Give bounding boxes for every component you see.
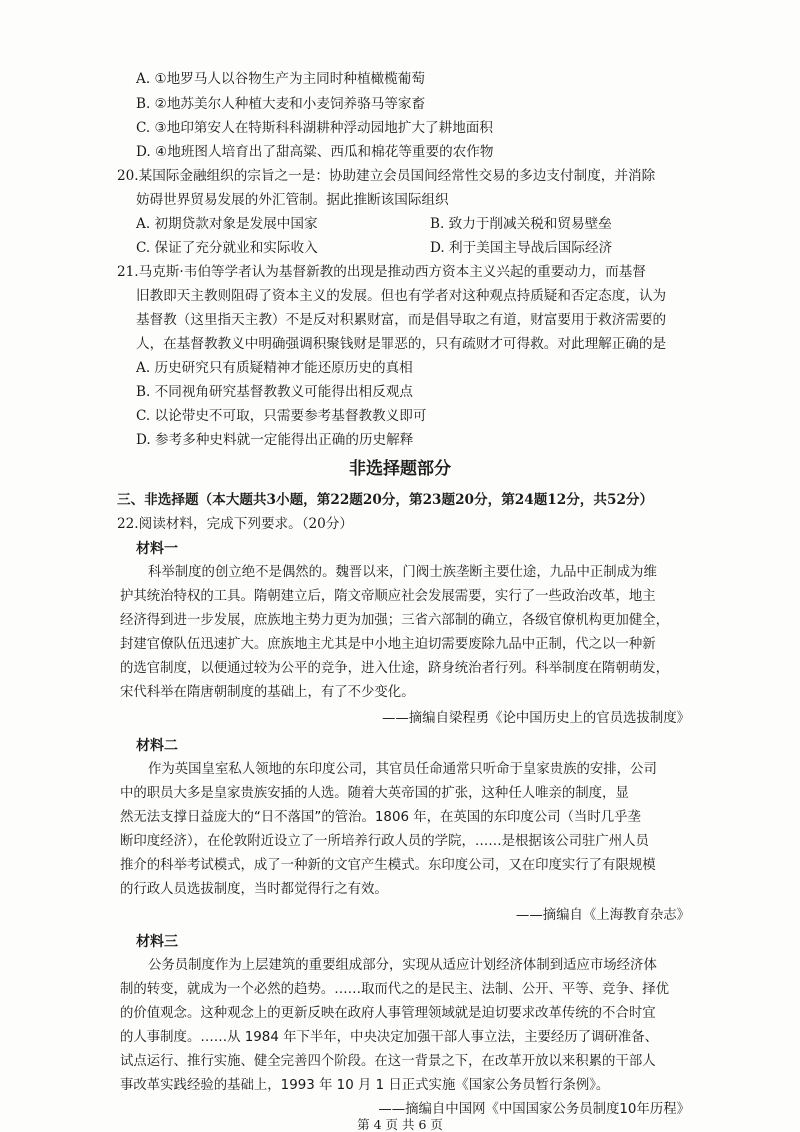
material-2-line-5: 推介的科举考试模式，成了一种新的文官产生模式。东印度公司，又在印度实行了有限规模 <box>120 858 656 873</box>
material-1-line-5: 的选官制度，以便通过较为公平的竞争，进入仕途，跻身统治者行列。科举制度在隋朝萌发， <box>120 661 670 676</box>
q19-option-a: A. ①地罗马人以谷物生产为主同时种植橄榄葡萄 <box>136 71 425 87</box>
q21-option-c: C. 以论带史不可取，只需要参考基督教教义即可 <box>136 408 427 424</box>
q21-stem-line-4: 人，在基督教教义中明确强调积聚钱财是罪恶的，只有疏财才可得救。对此理解正确的是 <box>136 336 667 352</box>
section-header: 三、非选择题（本大题共3小题，第22题20分，第23题20分，第24题12分，共52分） <box>117 492 654 508</box>
material-2-title: 材料二 <box>136 738 178 754</box>
q20-stem-line-2: 妨碍世界贸易发展的外汇管制。据此推断该国际组织 <box>136 192 449 208</box>
q19-option-d: D. ④地班图人培育出了甜高粱、西瓜和棉花等重要的农作物 <box>136 144 494 160</box>
material-3-line-2: 制的转变，就成为一个必然的趋势。……取而代之的是民主、法制、公开、平等、竞争、择优 <box>120 982 670 997</box>
material-3-title: 材料三 <box>136 934 178 950</box>
material-2-line-6: 的行政人员选拔制度，当时都觉得行之有效。 <box>120 882 388 897</box>
material-1-line-2: 护其统治特权的工具。隋朝建立后，隋文帝顺应社会发展需要，实行了一些政治改革，地主 <box>120 589 656 604</box>
q21-option-a: A. 历史研究只有质疑精神才能还原历史的真相 <box>136 360 413 376</box>
material-1-line-1: 科举制度的创立绝不是偶然的。魏晋以来，门阀士族垄断主要仕途，九品中正制成为维 <box>148 565 657 580</box>
q20-option-d: D. 利于美国主导战后国际经济 <box>430 240 613 256</box>
material-2-line-3: 然无法支撑日益庞大的“日不落国”的管治。1806 年，在英国的东印度公司（当时几乎垄 <box>120 810 641 825</box>
material-1-line-3: 经济得到进一步发展，庶族地主势力更为加强；三省六部制的确立，各级官僚机构更加健全， <box>120 613 670 628</box>
material-3-line-5: 试点运行、推行实施、健全完善四个阶段。在这一背景之下，在改革开放以来积累的干部人 <box>120 1054 656 1069</box>
q21-option-d: D. 参考多种史料就一定能得出正确的历史解释 <box>136 432 414 448</box>
q20-stem-line-1: 20.某国际金融组织的宗旨之一是：协助建立会员国间经常性交易的多边支付制度，并消除 <box>117 168 656 184</box>
material-2-line-4: 断印度经济），在伦敦附近设立了一所培养行政人员的学院，……是根据该公司驻广州人员 <box>120 834 649 849</box>
q21-stem-line-3: 基督教（这里指天主教）不是反对积累财富，而是倡导取之有道，财富要用于救济需要的 <box>136 312 667 328</box>
material-3-line-3: 的价值观念。这种观念上的更新反映在政府人事管理领域就是迫切要求改革传统的不合时宜 <box>120 1006 656 1021</box>
q20-option-a: A. 初期贷款对象是发展中国家 <box>136 216 318 232</box>
material-1-line-4: 封建官僚队伍迅速扩大。庶族地主尤其是中小地主迫切需要废除九品中正制，代之以一种新 <box>120 637 656 652</box>
q20-option-b: B. 致力于削减关税和贸易壁垒 <box>430 216 612 232</box>
material-3-source: ——摘编自中国网《中国国家公务员制度10年历程》 <box>378 1102 690 1117</box>
section-title: 非选择题部分 <box>349 459 451 479</box>
material-1-title: 材料一 <box>136 541 178 557</box>
q21-stem-line-2: 旧教即天主教则阻碍了资本主义的发展。但也有学者对这种观点持质疑和否定态度，认为 <box>136 288 667 304</box>
material-3-line-4: 的人事制度。……从 1984 年下半年，中央决定加强干部人事立法，主要经历了调研准备、 <box>120 1030 659 1045</box>
material-1-line-6: 宋代科举在隋唐朝制度的基础上，有了不少变化。 <box>120 685 415 700</box>
material-2-line-2: 中的职员大多是皇家贵族安插的人选。随着大英帝国的扩张，这种任人唯亲的制度，显 <box>120 786 629 801</box>
material-3-line-6: 事改革实践经验的基础上，1993 年 10 月 1 日正式实施《国家公务员暂行条例》。 <box>120 1078 610 1093</box>
material-2-source: ——摘编自《上海教育杂志》 <box>515 908 690 923</box>
q21-stem-line-1: 21.马克斯·韦伯等学者认为基督新教的出现是推动西方资本主义兴起的重要动力，而基督 <box>117 264 646 280</box>
q22-stem: 22.阅读材料，完成下列要求。（20分） <box>117 516 354 532</box>
q19-option-c: C. ③地印第安人在特斯科科湖耕种浮动园地扩大了耕地面积 <box>136 120 493 136</box>
q20-option-c: C. 保证了充分就业和实际收入 <box>136 240 318 256</box>
material-1-source: ——摘编自梁程勇《论中国历史上的官员选拔制度》 <box>382 711 690 726</box>
q19-option-b: B. ②地苏美尔人种植大麦和小麦饲养骆马等家畜 <box>136 96 426 112</box>
q21-option-b: B. 不同视角研究基督教教义可能得出相反观点 <box>136 384 413 400</box>
page-footer: 第 4 页 共 6 页 <box>357 1117 443 1132</box>
material-3-line-1: 公务员制度作为上层建筑的重要组成部分，实现从适应计划经济体制到适应市场经济体 <box>148 958 657 973</box>
material-2-line-1: 作为英国皇室私人领地的东印度公司，其官员任命通常只听命于皇家贵族的安排，公司 <box>148 762 657 777</box>
